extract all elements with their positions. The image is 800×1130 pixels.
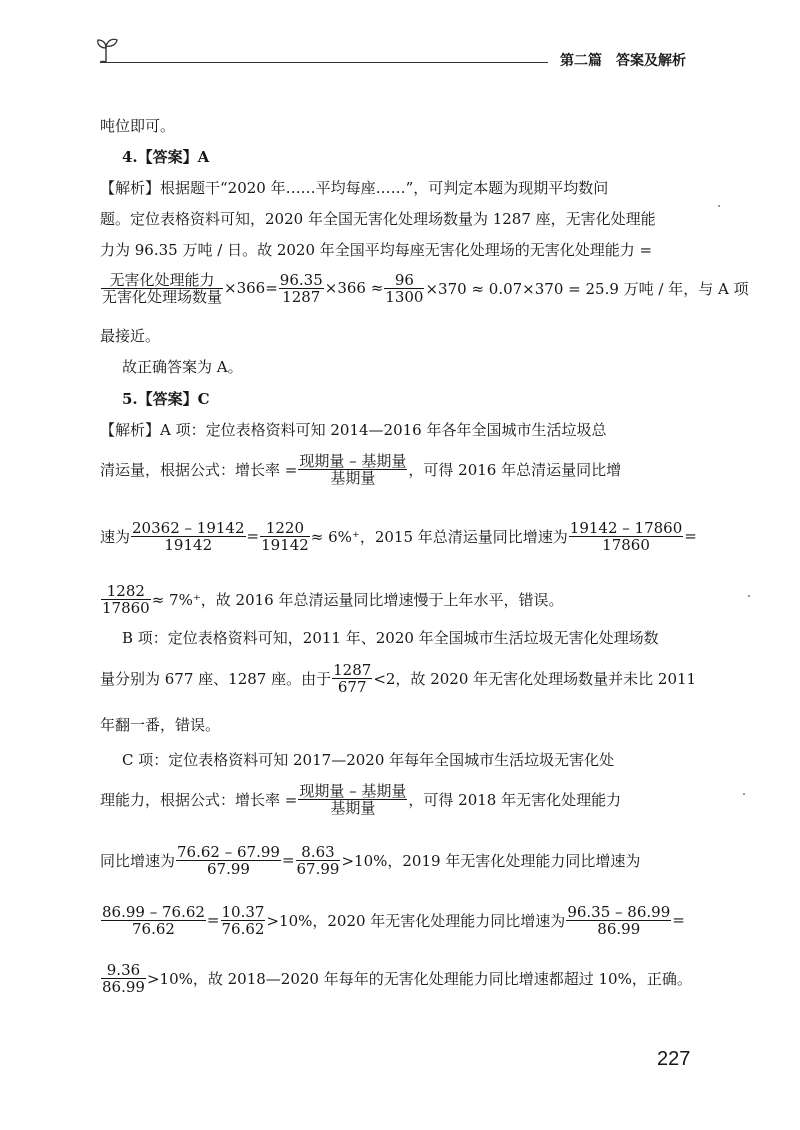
fraction-denominator: 67.99 <box>207 859 250 878</box>
fraction-denominator: 基期量 <box>330 798 376 817</box>
fraction-numerator: 无害化处理能力 <box>101 272 223 289</box>
fraction <box>101 904 206 937</box>
text: >10%，2020 年无害化处理能力同比增速为 <box>266 911 566 930</box>
fraction <box>566 904 671 937</box>
paragraph-continuation: 吨位即可。 <box>100 117 176 135</box>
text: = <box>684 527 697 545</box>
fraction-denominator: 基期量 <box>330 468 376 487</box>
equation-text: ×366 ≈ <box>324 279 384 297</box>
fraction-denominator: 无害化处理场数量 <box>102 287 223 306</box>
text: ，可得 2016 年总清运量同比增 <box>408 460 622 479</box>
q4-answer-heading: 4.【答案】A <box>122 148 210 166</box>
fraction-numerator: 96 <box>384 272 424 289</box>
fraction <box>101 962 146 995</box>
fraction-denominator: 86.99 <box>102 977 145 996</box>
fraction-denominator: 67.99 <box>296 859 340 878</box>
fraction <box>279 272 324 305</box>
q5-option-b-line-2 <box>100 656 696 700</box>
q4-analysis-line-2: 题。定位表格资料可知，2020 年全国无害化处理场数量为 1287 座，无害化处理能 <box>100 210 656 228</box>
fraction-denominator: 19142 <box>261 535 309 554</box>
fraction <box>176 844 281 877</box>
fraction-numerator: 现期量 – 基期量 <box>299 451 407 470</box>
text: 速为 <box>100 527 131 546</box>
text: >10%，故 2018—2020 年每年的无害化处理能力同比增速都超过 10%，正确。 <box>146 969 692 988</box>
q5-option-c-line-3 <box>100 838 640 882</box>
fraction-denominator: 76.62 <box>131 919 175 938</box>
fraction-denominator: 17860 <box>602 535 650 554</box>
text: = <box>206 911 220 929</box>
fraction-numerator: 96.35 – 86.99 <box>567 902 671 921</box>
q5-option-a-line-2 <box>100 447 621 491</box>
q5-option-a-line-3 <box>100 514 697 558</box>
fraction-numerator: 8.63 <box>296 844 341 861</box>
fraction-numerator: 76.62 – 67.99 <box>177 842 280 861</box>
fraction <box>101 583 151 616</box>
fraction <box>221 904 266 937</box>
text: = <box>281 851 295 869</box>
text: 同比增速为 <box>100 851 176 870</box>
text: ，可得 2018 年无害化处理能力 <box>408 790 622 809</box>
fraction-denominator: 76.62 <box>221 919 265 938</box>
text: 量分别为 677 座、1287 座。由于 <box>100 669 332 688</box>
fraction-denominator: 86.99 <box>597 919 641 938</box>
fraction-numerator: 86.99 – 76.62 <box>102 902 205 921</box>
fraction <box>260 520 310 553</box>
fraction <box>332 662 372 695</box>
q4-equation <box>100 266 749 310</box>
q4-analysis-line-1: 【解析】根据题干“2020 年……平均每座……”，可判定本题为现期平均数问 <box>100 179 609 197</box>
fraction <box>296 844 341 877</box>
fraction-denominator: 19142 <box>164 535 213 554</box>
q4-correct-answer: 故正确答案为 A。 <box>122 358 243 376</box>
q4-analysis-line-3: 力为 96.35 万吨 / 日。故 2020 年全国平均每座无害化处理场的无害化处理能力 = <box>100 241 653 259</box>
fraction-numerator: 1220 <box>260 520 310 537</box>
text: = <box>246 527 260 545</box>
text: >10%，2019 年无害化处理能力同比增速为 <box>341 851 641 870</box>
equation-text: ×370 ≈ 0.07×370 = 25.9 万吨 / 年，与 A 项 <box>425 279 749 298</box>
q5-option-a-line-1: 【解析】A 项：定位表格资料可知 2014—2016 年各年全国城市生活垃圾总 <box>100 421 607 439</box>
fraction-denominator: 1287 <box>282 287 321 306</box>
q5-option-c-line-4 <box>100 898 685 942</box>
page-number: 227 <box>657 1048 691 1070</box>
q4-conclusion-line: 最接近。 <box>100 327 161 345</box>
fraction-numerator: 现期量 – 基期量 <box>299 781 407 800</box>
text: ≈ 6%⁺，2015 年总清运量同比增速为 <box>310 527 568 546</box>
fraction-numerator: 1287 <box>333 660 372 679</box>
text: ≈ 7%⁺，故 2016 年总清运量同比增速慢于上年水平，错误。 <box>151 590 564 609</box>
fraction <box>298 783 407 816</box>
fraction-numerator: 19142 – 17860 <box>569 518 683 537</box>
fraction <box>384 272 424 305</box>
header-rule <box>100 62 548 63</box>
fraction <box>569 520 683 553</box>
text: 理能力，根据公式：增长率 = <box>100 790 298 809</box>
q5-option-a-line-4 <box>100 577 563 621</box>
fraction-denominator: 677 <box>337 677 367 696</box>
text: 清运量，根据公式：增长率 = <box>100 460 298 479</box>
header-title: 第二篇 答案及解析 <box>560 53 686 69</box>
fraction-numerator: 1282 <box>101 583 151 600</box>
scan-speck <box>743 793 745 795</box>
q5-option-b-line-3: 年翻一番，错误。 <box>100 716 221 734</box>
fraction <box>131 520 245 553</box>
q5-answer-heading: 5.【答案】C <box>122 390 210 408</box>
q5-option-c-line-5 <box>100 956 692 1000</box>
fraction-numerator: 20362 – 19142 <box>132 518 245 537</box>
fraction-numerator: 9.36 <box>101 962 146 979</box>
q5-option-b-line-1: B 项：定位表格资料可知，2011 年、2020 年全国城市生活垃圾无害化处理场数 <box>122 629 659 647</box>
text: <2，故 2020 年无害化处理场数量并未比 2011 <box>373 669 697 688</box>
q5-option-c-line-1: C 项：定位表格资料可知 2017—2020 年每年全国城市生活垃圾无害化处 <box>122 751 615 769</box>
fraction-numerator: 10.37 <box>221 902 265 921</box>
fraction-denominator: 17860 <box>102 598 150 617</box>
scan-speck <box>748 595 750 597</box>
fraction <box>101 272 223 305</box>
text: = <box>672 911 685 929</box>
q5-option-c-line-2 <box>100 777 621 821</box>
fraction <box>298 453 407 486</box>
fraction-numerator: 96.35 <box>279 270 323 289</box>
scan-speck <box>718 205 720 207</box>
fraction-denominator: 1300 <box>385 287 424 306</box>
equation-text: ×366= <box>224 279 278 297</box>
sprout-logo-icon <box>92 34 132 64</box>
